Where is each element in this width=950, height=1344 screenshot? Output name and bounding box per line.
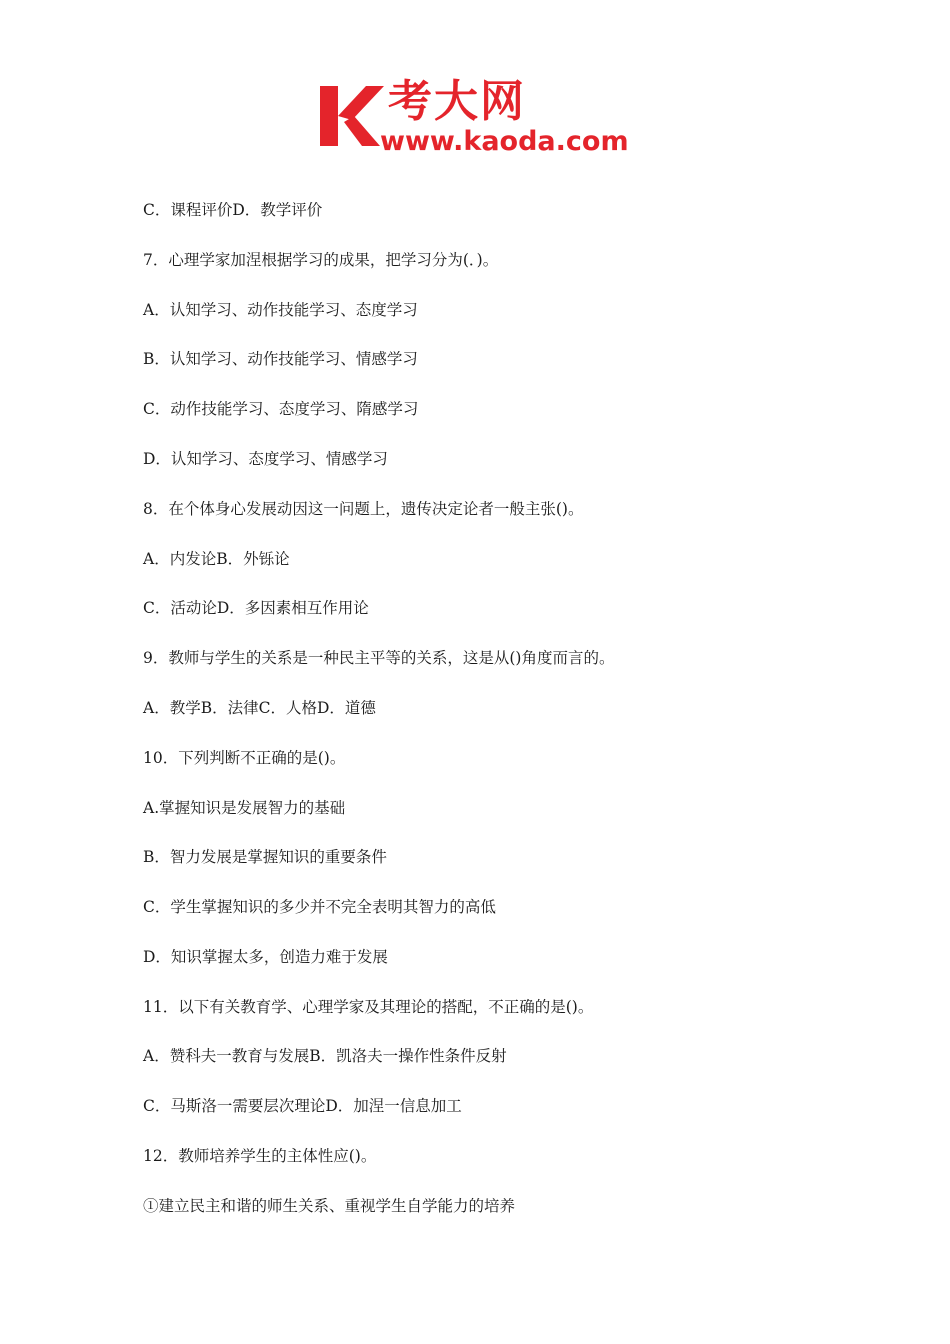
- k-logo-icon: [318, 80, 388, 152]
- question-9: 9．教师与学生的关系是一种民主平等的关系，这是从()角度而言的。: [143, 649, 615, 667]
- question-8: 8．在个体身心发展动因这一问题上，遗传决定论者一般主张()。: [143, 500, 584, 518]
- question-12: 12．教师培养学生的主体性应()。: [143, 1147, 377, 1165]
- option-10-d: D．知识掌握太多，创造力难于发展: [143, 948, 388, 966]
- option-10-c: C．学生掌握知识的多少并不完全表明其智力的高低: [143, 898, 496, 916]
- option-7-d: D．认知学习、态度学习、情感学习: [143, 450, 388, 468]
- option-11-ab: A．赞科夫一教育与发展B．凯洛夫一操作性条件反射: [143, 1047, 507, 1065]
- option-10-b: B．智力发展是掌握知识的重要条件: [143, 848, 387, 866]
- option-10-a: A.掌握知识是发展智力的基础: [143, 799, 346, 817]
- option-7-b: B．认知学习、动作技能学习、情感学习: [143, 350, 418, 368]
- option-8-ab: A．内发论B．外铄论: [143, 550, 290, 568]
- option-7-c: C．动作技能学习、态度学习、隋感学习: [143, 400, 419, 418]
- option-12-1: ①建立民主和谐的师生关系、重视学生自学能力的培养: [143, 1197, 516, 1215]
- option-line-6-cd: C．课程评价D．教学评价: [143, 201, 323, 219]
- question-11: 11．以下有关教育学、心理学家及其理论的搭配，不正确的是()。: [143, 998, 594, 1016]
- option-7-a: A．认知学习、动作技能学习、态度学习: [143, 301, 418, 319]
- logo-chinese-name: 考大网: [388, 76, 526, 127]
- option-8-cd: C．活动论D．多因素相互作用论: [143, 599, 369, 617]
- option-9-abcd: A．教学B．法律C．人格D．道德: [143, 699, 376, 717]
- question-7: 7．心理学家加涅根据学习的成果，把学习分为(．)。: [143, 251, 499, 269]
- option-11-cd: C．马斯洛一需要层次理论D．加涅一信息加工: [143, 1097, 462, 1115]
- kaoda-logo: [318, 76, 638, 160]
- logo-url: www.kaoda.com: [380, 126, 629, 157]
- question-10: 10．下列判断不正确的是()。: [143, 749, 346, 767]
